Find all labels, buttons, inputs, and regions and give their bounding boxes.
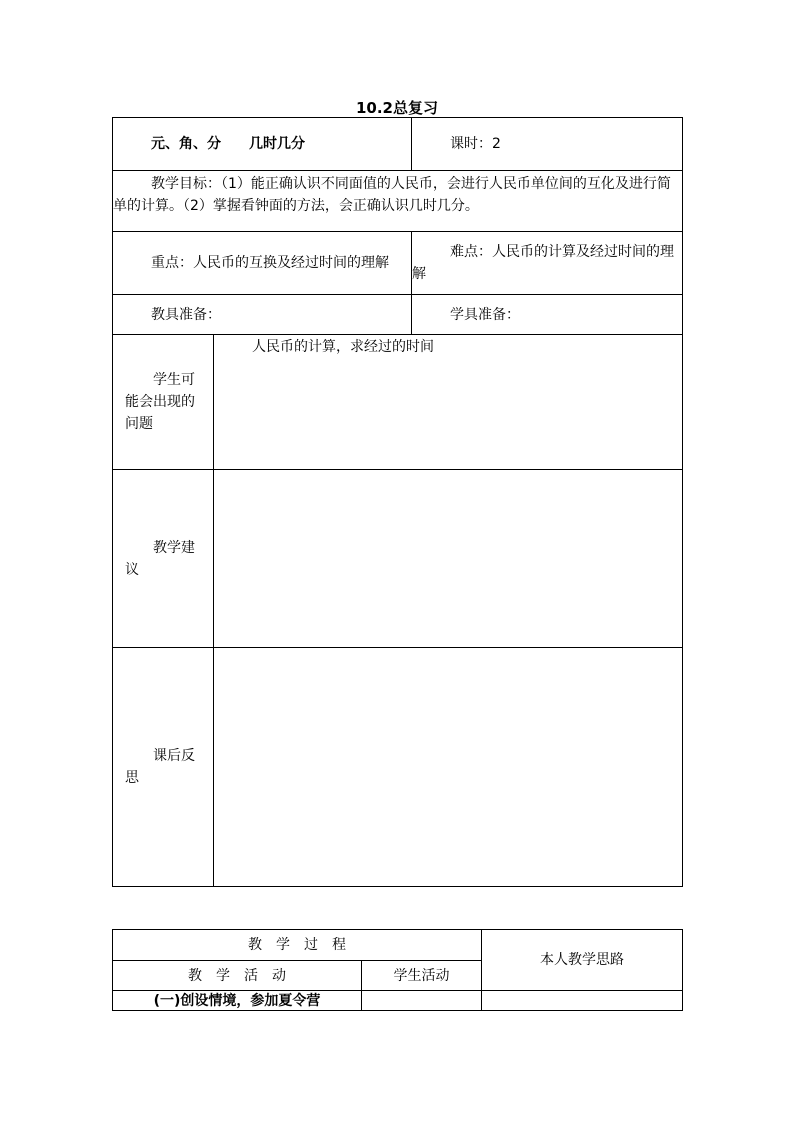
topic-cell: 元、角、分 几时几分 xyxy=(113,118,412,171)
student-tools-cell: 学具准备： xyxy=(412,295,683,335)
teaching-activities-header: 教 学 活 动 xyxy=(113,961,362,991)
lesson-plan-table xyxy=(112,117,683,887)
period-cell: 课时：2 xyxy=(412,118,683,171)
objectives-cell: 教学目标：（1）能正确认识不同面值的人民币，会进行人民币单位间的互化及进行简单的计算。（2）掌握看钟面的方法，会正确认识几时几分。 xyxy=(113,171,683,232)
suggestions-content xyxy=(214,470,683,648)
keypoint-cell: 重点：人民币的互换及经过时间的理解 xyxy=(113,232,412,295)
suggestions-label: 教学建议 xyxy=(113,470,214,648)
teacher-tools-cell: 教具准备： xyxy=(113,295,412,335)
step-one-student-cell xyxy=(362,991,482,1011)
process-table xyxy=(112,929,683,1011)
step-one-thoughts-cell xyxy=(482,991,683,1011)
reflection-content xyxy=(214,648,683,887)
step-one-cell: (一)创设情境，参加夏令营 xyxy=(113,991,362,1011)
issues-label: 学生可能会出现的问题 xyxy=(113,335,214,470)
process-header: 教 学 过 程 xyxy=(113,930,482,961)
difficulty-cell: 难点：人民币的计算及经过时间的理解 xyxy=(412,232,683,295)
student-activities-header: 学生活动 xyxy=(362,961,482,991)
reflection-label: 课后反思 xyxy=(113,648,214,887)
document-title: 10.2总复习 xyxy=(355,99,438,117)
teaching-thoughts-header: 本人教学思路 xyxy=(482,930,683,991)
issues-content: 人民币的计算，求经过的时间 xyxy=(214,335,683,470)
